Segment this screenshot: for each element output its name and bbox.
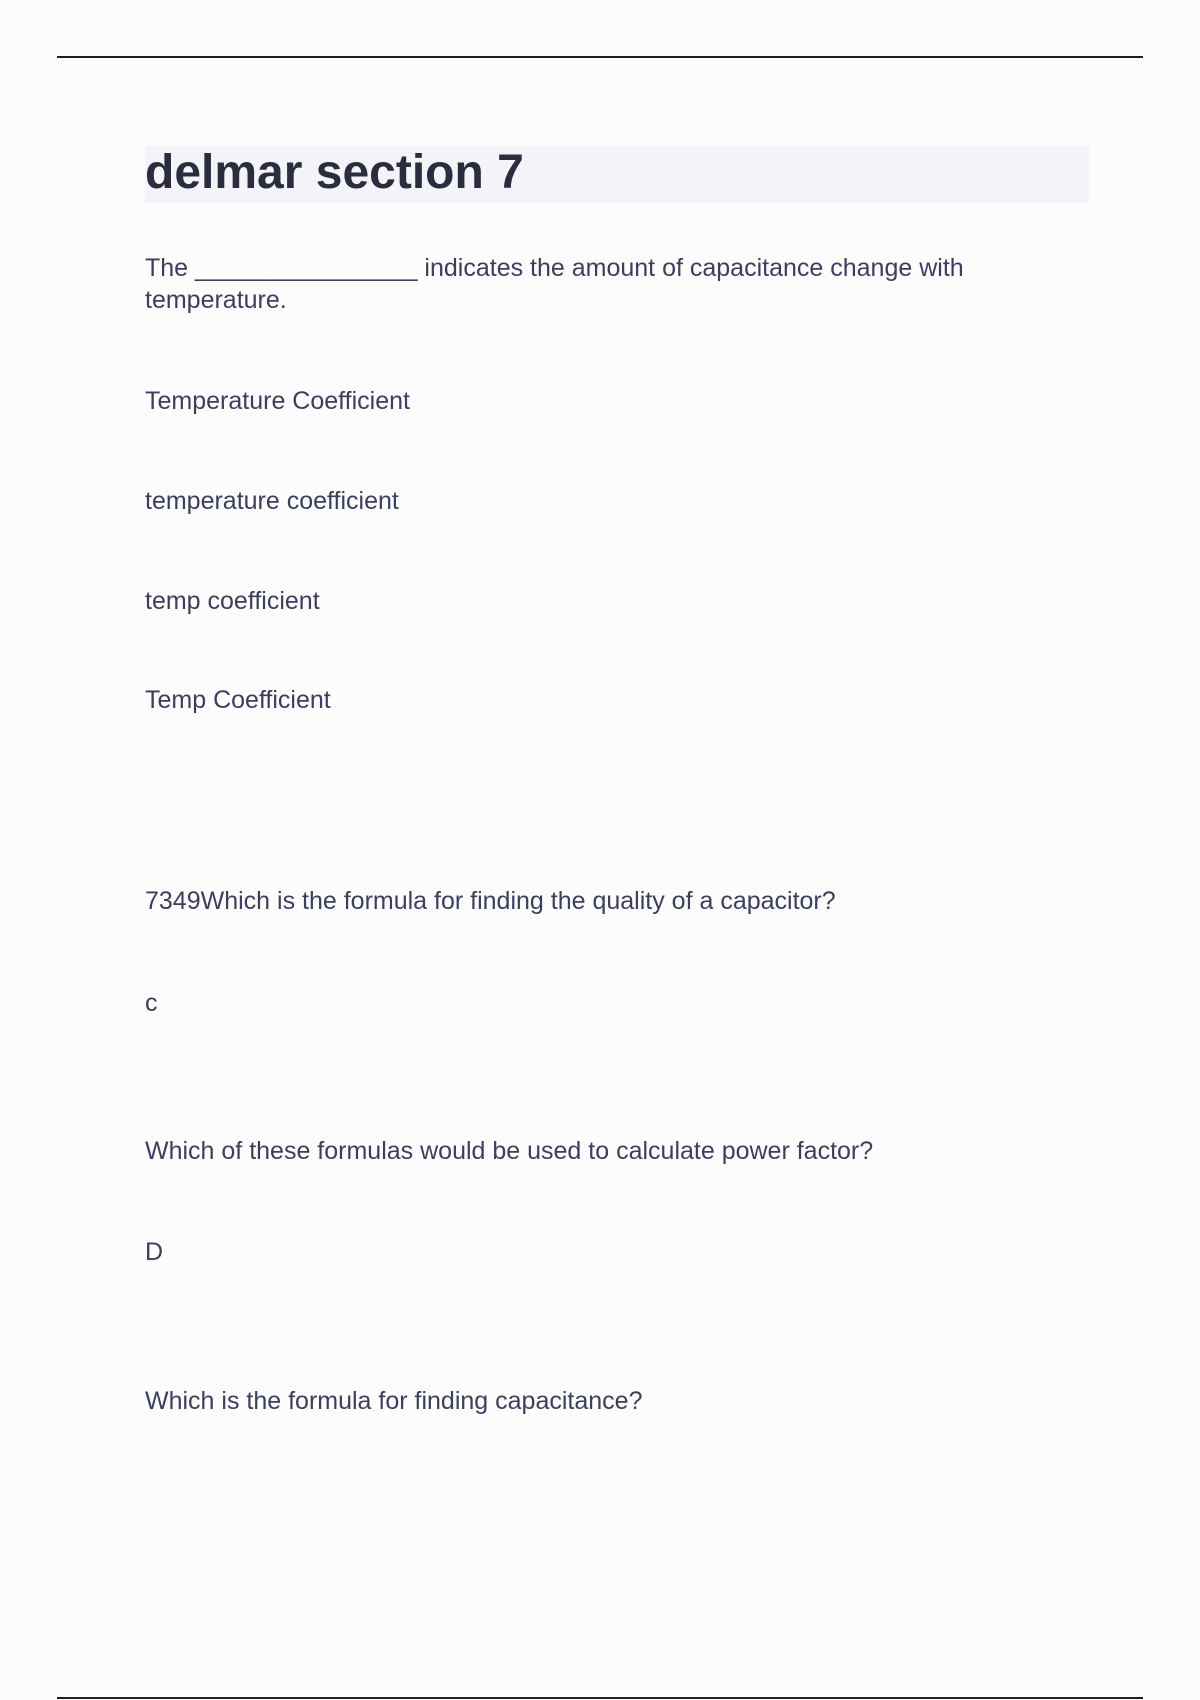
- answer-1-2: temperature coefficient: [145, 487, 399, 515]
- answer-2-1: c: [145, 989, 158, 1017]
- answer-1-1: Temperature Coefficient: [145, 387, 410, 415]
- answer-1-4: Temp Coefficient: [145, 686, 331, 714]
- answer-1-3: temp coefficient: [145, 587, 320, 615]
- page-title: delmar section 7: [145, 146, 524, 199]
- question-2: 7349Which is the formula for finding the quality of a capacitor?: [145, 887, 836, 915]
- question-4: Which is the formula for finding capacitance?: [145, 1387, 643, 1415]
- question-1: The ________________ indicates the amount of capacitance change with temperature.: [145, 254, 971, 314]
- question-3: Which of these formulas would be used to calculate power factor?: [145, 1137, 874, 1165]
- top-rule: [57, 56, 1143, 58]
- bottom-rule: [57, 1697, 1143, 1699]
- answer-3-1: D: [145, 1238, 164, 1266]
